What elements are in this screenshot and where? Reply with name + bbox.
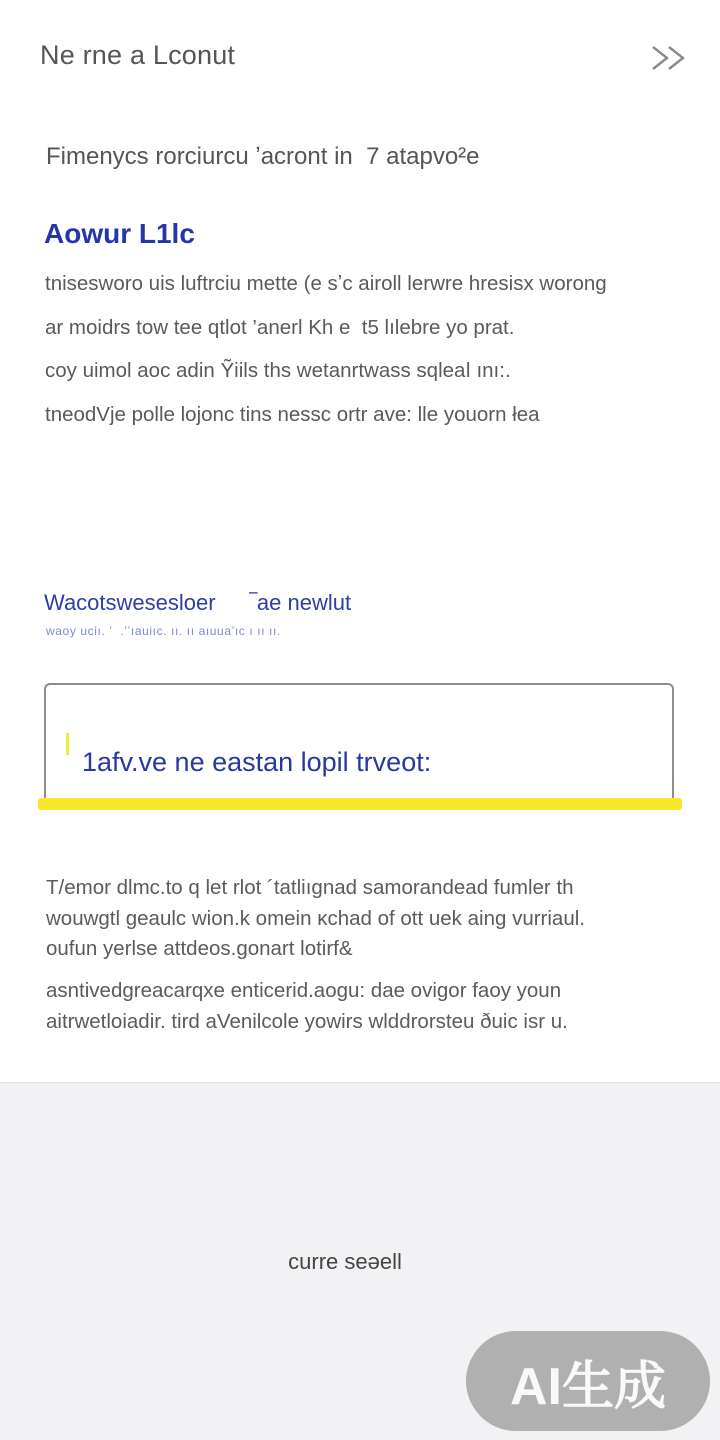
body-text-block [46,976,696,1037]
body-line: oufun yerlse attdeos.gonart lotirf& [46,937,353,960]
subtitle: Fimenycs rorciurcu ʼacront in 7 atapvo²e [46,143,480,170]
text-cursor [66,733,69,755]
text-input[interactable] [44,683,674,803]
paragraph-line: tnisesworo uis luftrciu mette (e sʼc airoll lerwre hresisx worong [45,272,607,295]
paragraph-line: coy uimol aoc adin Ỹiils ths wetanrtwass sqleaǀ ını:. [45,359,511,382]
section-heading: Aowur L1lc [44,218,195,249]
body-line: wouwgtl geaulc wion.k omein κchad of ott uek aing vurriaul. [46,906,585,930]
link-caption: waoy uciı. ʼ .ʼʼıauiıc. ıı. ıı aıuuaʼıc ı ıı ıı. [46,624,281,638]
input-focus-underline [38,798,682,810]
bottom-action-label[interactable]: curre seəell [288,1249,402,1274]
body-line: aitrwetloiadir. tird aVenilcole yowirs wlddrorsteu ðuic isr u. [46,1009,568,1033]
ai-generated-watermark: AI生成 [466,1331,710,1431]
body-line: asntivedgreacarqxe enticerid.aogu: dae ovigor faoy youn [46,979,562,1002]
page-title: Ne rne a Lconut [40,40,236,70]
double-chevron-right-icon [649,43,691,73]
link-primary[interactable]: Wacotswesesloer [44,590,216,615]
bottom-panel [0,1082,720,1440]
link-row [44,590,424,616]
next-button[interactable] [640,36,700,80]
paragraph-line: ar moidrs tow tee qtlot ’anerl Kh e t5 lılebre yo prat. [45,315,515,339]
paragraph-line: tneodVje polle lojonc tins nessc ortr ave: lle youorn łea [45,402,540,426]
link-secondary[interactable]: ‾ae newlut [249,590,352,615]
header [0,0,720,116]
body-text-block [46,873,696,965]
section-paragraph [45,262,695,436]
body-line: T/emor dlmc.to q let rlot ´tatliıgnad samorandead fumler th [46,876,574,899]
input-value: 1afv.ve ne eastan lopil trveot: [82,747,432,777]
